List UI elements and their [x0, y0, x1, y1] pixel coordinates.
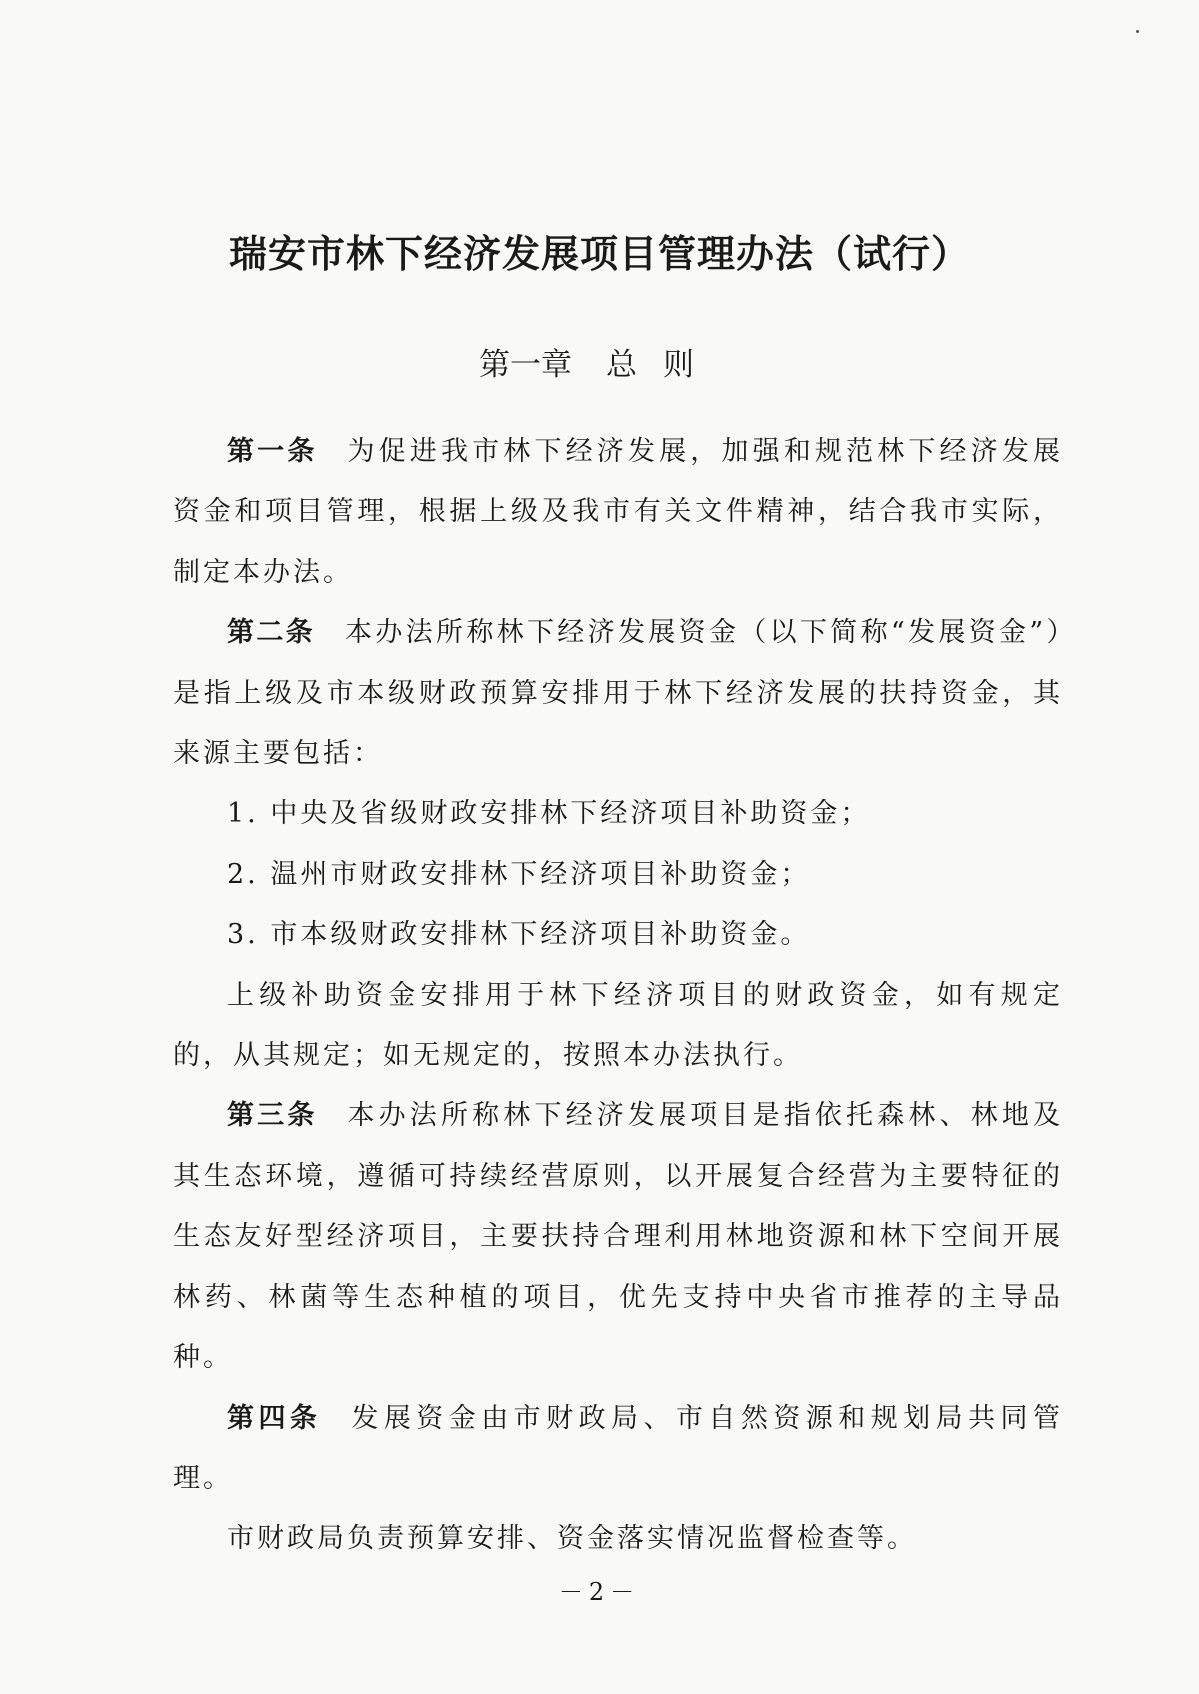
list-item-1: 1. 中央及省级财政安排林下经济项目补助资金；: [227, 798, 871, 830]
article-text: 本办法所称林下经济发展资金（以下简称“发展资金”）是指上级及市本级财政预算安排用于林下经济发展的扶持资金，其来源主要包括：: [173, 617, 1064, 770]
article-label: 第四条: [227, 1402, 322, 1434]
list-item-3: 3. 市本级财政安排林下经济项目补助资金。: [227, 919, 811, 951]
paragraph-note: 上级补助资金安排用于林下经济项目的财政资金，如有规定的，从其规定；如无规定的，按照本办法执行。: [173, 979, 1063, 1072]
article-1: [173, 422, 1063, 603]
article-label: 第二条: [227, 617, 315, 649]
article-text: 本办法所称林下经济发展项目是指依托森林、林地及其生态环境，遵循可持续经营原则，以开展复合经营为主要特征的生态友好型经济项目，主要扶持合理利用林地资源和林下空间开展林药、林菌等生态种植的项目，优先支持中央省市推荐的主导品种。: [173, 1100, 1064, 1374]
article-label: 第三条: [227, 1100, 318, 1132]
scan-speck: [1136, 30, 1139, 33]
chapter-heading: [0, 342, 1199, 388]
article-text: 为促进我市林下经济发展，加强和规范林下经济发展资金和项目管理，根据上级及我市有关文件精神，结合我市实际，制定本办法。: [173, 436, 1064, 588]
article-text: 发展资金由市财政局、市自然资源和规划局共同管理。: [173, 1402, 1063, 1494]
paragraph-finance: 市财政局负责预算安排、资金落实情况监督检查等。: [227, 1523, 917, 1555]
chapter-name: 总则: [606, 347, 720, 383]
article-3: [173, 1086, 1063, 1388]
list-item-2: 2. 温州市财政安排林下经济项目补助资金；: [227, 858, 811, 890]
article-2: [173, 603, 1063, 784]
page-number: －2－: [558, 1578, 641, 1606]
article-4: [173, 1389, 1063, 1510]
document-body: [173, 422, 1063, 1570]
document-title: 瑞安市林下经济发展项目管理办法（试行）: [228, 232, 970, 276]
article-label: 第一条: [227, 436, 318, 467]
chapter-number: 第一章: [479, 347, 572, 383]
